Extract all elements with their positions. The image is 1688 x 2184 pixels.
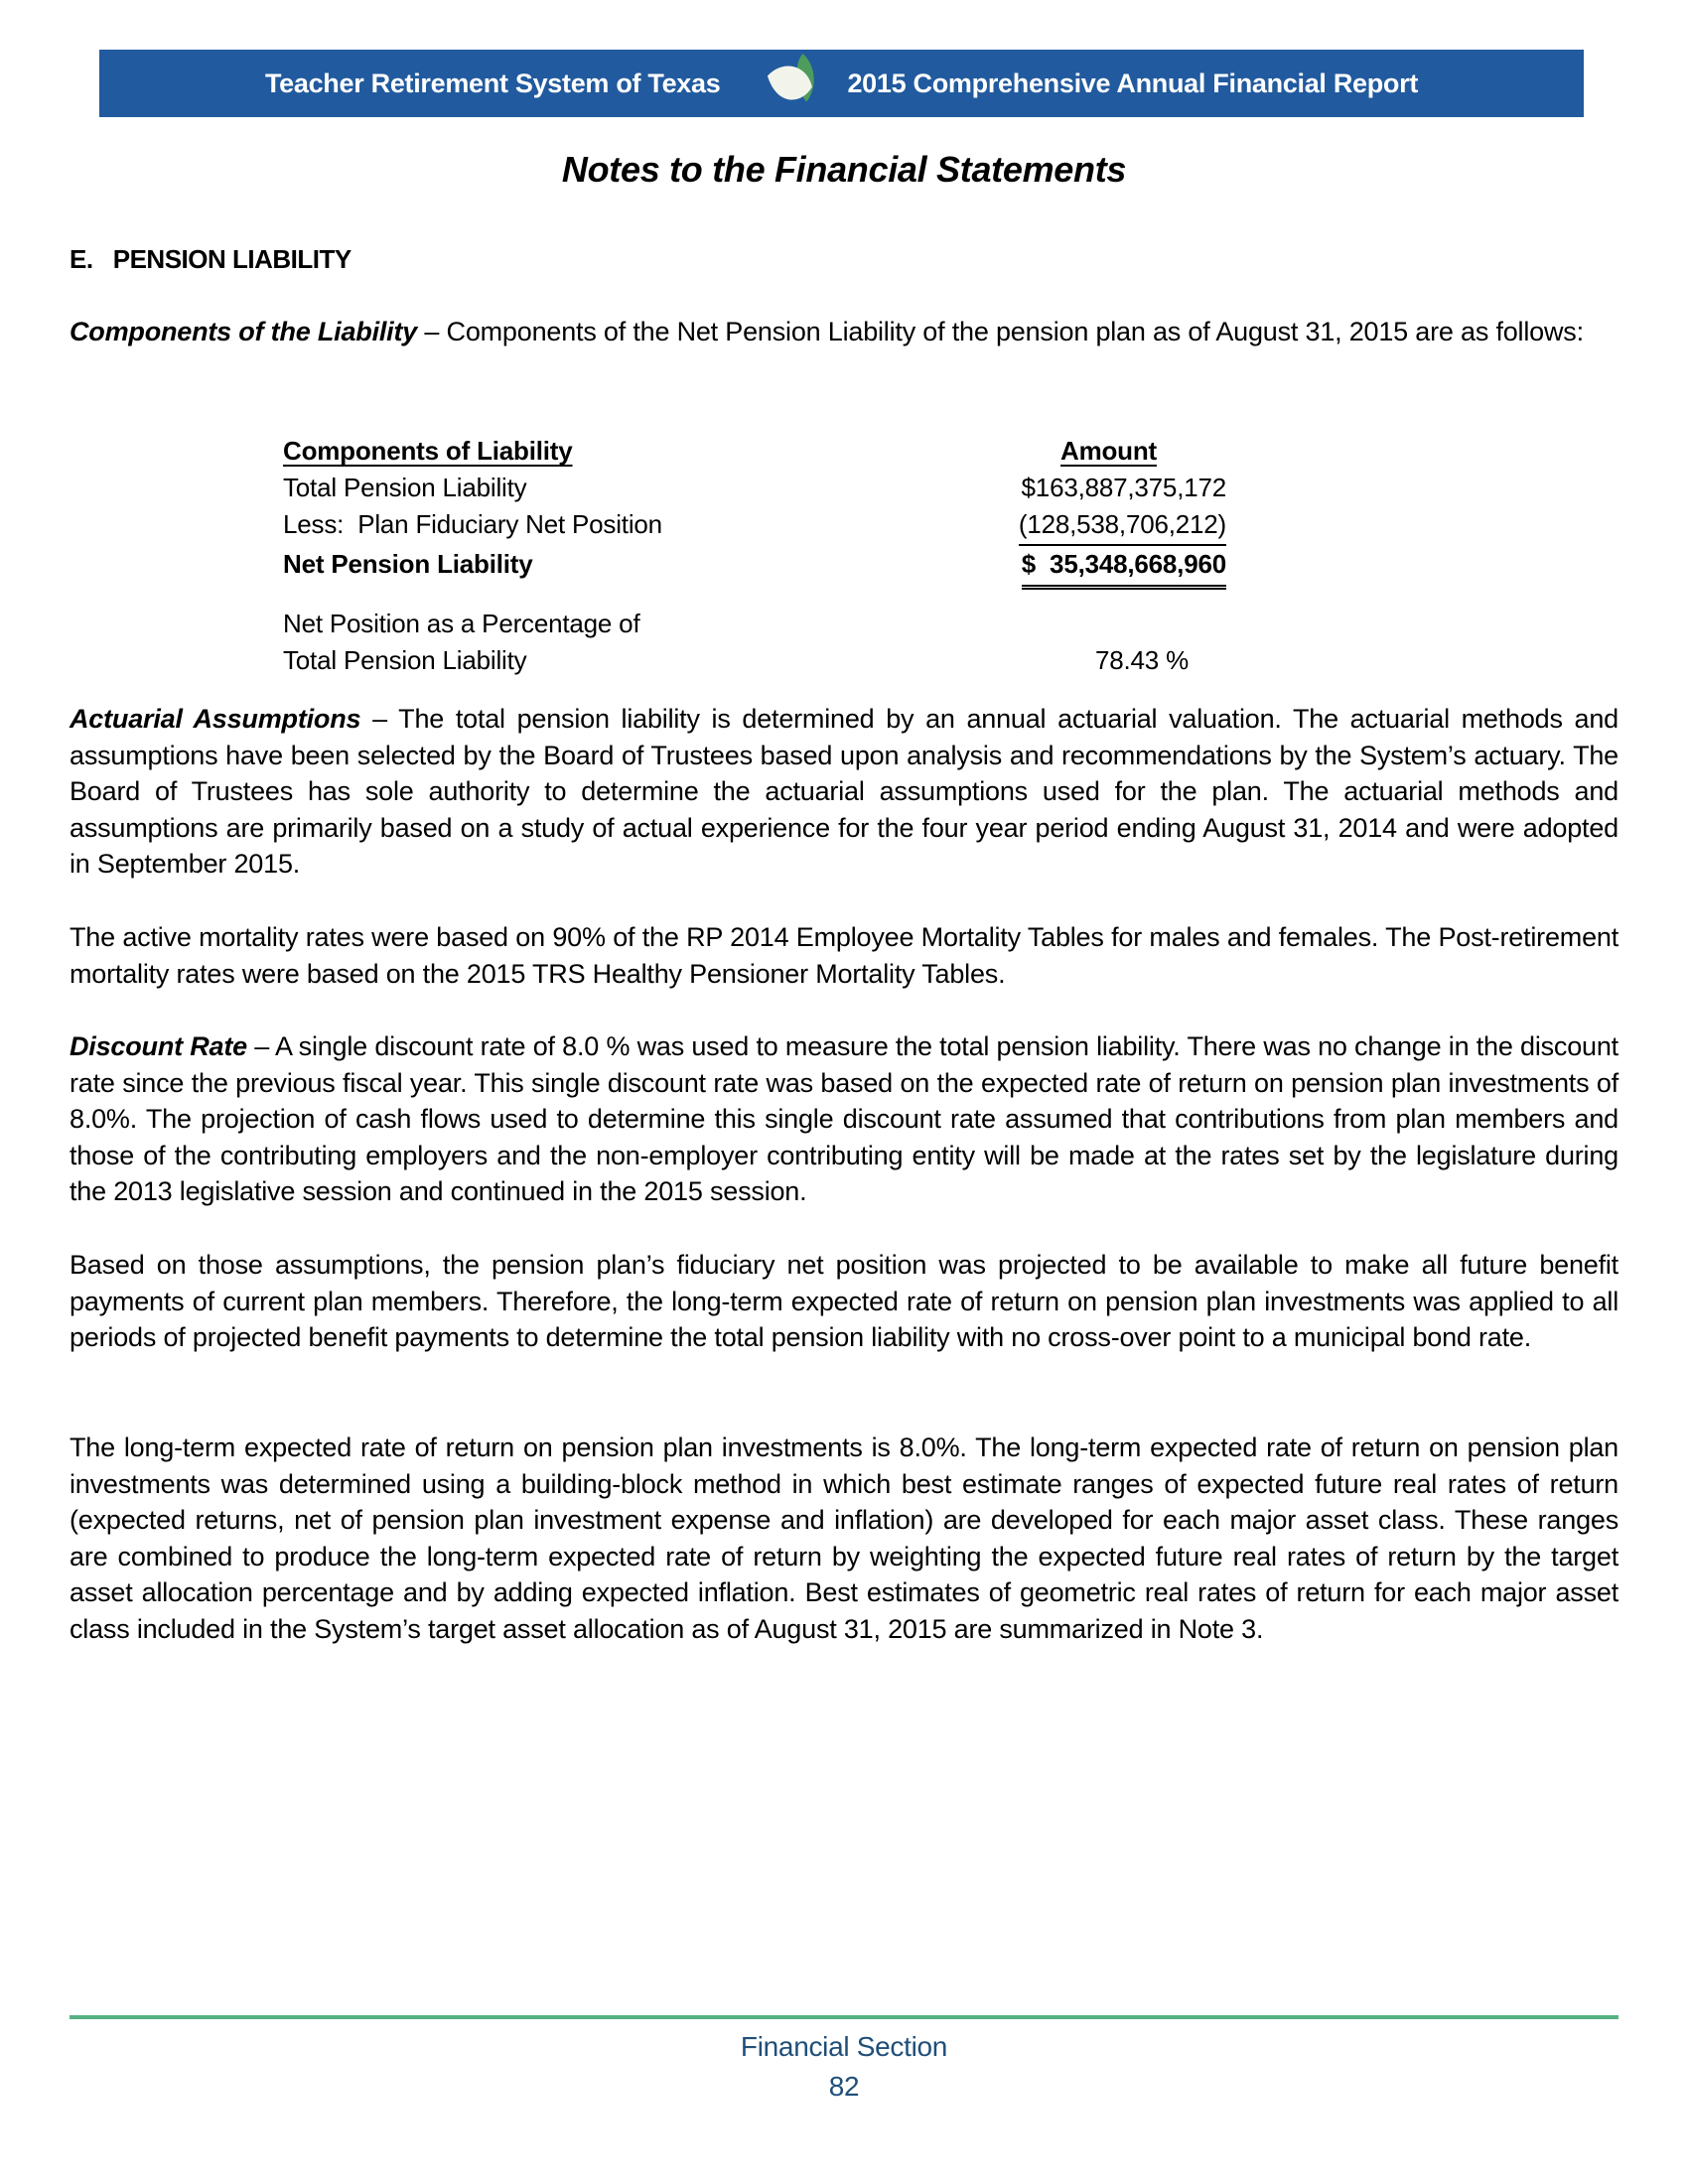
- discount-lead-in: Discount Rate: [70, 1031, 247, 1061]
- org-name: Teacher Retirement System of Texas: [264, 68, 721, 98]
- page-title: Notes to the Financial Statements: [561, 149, 1127, 190]
- row-amount-empty: [839, 606, 1226, 642]
- trs-leaf-logo-icon: [766, 54, 825, 111]
- footer-section-label: Financial Section: [740, 2031, 948, 2062]
- row-amount: (128,538,706,212): [839, 506, 1226, 546]
- table-row-total-pension-liability: [283, 470, 1226, 506]
- discount-body-text: – A single discount rate of 8.0 % was used to measure the total pension liability. There was no change in the discount rate since the previous fiscal year. This single discount rate was based on the expected rate of return on pension plan investments of 8.0%. The projection of cash flows used to determine this single discount rate assumed that contributions from plan members and those of the contributing employers and the non-employer contributing entity will be made at the rates set by the legislature during the 2013 legislative session and continued in the 2015 session.: [70, 1031, 1618, 1206]
- row-label: Total Pension Liability: [283, 645, 527, 675]
- footer-page-number: 82: [828, 2071, 860, 2102]
- row-label: Less: Plan Fiduciary Net Position: [283, 509, 662, 539]
- row-label: Net Position as a Percentage of: [283, 609, 640, 638]
- table-row-net-position-percentage-line2: [283, 642, 1226, 679]
- row-amount: $ 35,348,668,960: [839, 546, 1226, 590]
- components-lead-in: Components of the Liability: [70, 317, 418, 346]
- paragraph-long-term-expected-return: The long-term expected rate of return on pension plan investments is 8.0%. The long-term expected rate of return on pension plan investments was determined using a building-block method in which best estimate ranges of expected future real rates of return (expected returns, net of pension plan investment expense and inflation) are developed for each major asset class. These ranges are combined to produce the long-term expected rate of return by weighting the expected future real rates of return by the target asset allocation percentage and by adding expected inflation. Best estimates of geometric real rates of return for each major asset class included in the System’s target asset allocation as of August 31, 2015 are summarized in Note 3.: [70, 1433, 1618, 1644]
- paragraph-based-on-assumptions: Based on those assumptions, the pension plan’s fiduciary net position was projected to be available to make all future benefit payments of current plan members. Therefore, the long-term expected rate of return on pension plan investments was applied to all periods of projected benefit payments to determine the total pension liability with no cross-over point to a municipal bond rate.: [70, 1250, 1618, 1352]
- table-header-row: [283, 433, 1226, 470]
- actuarial-body-text: – The total pension liability is determined by an annual actuarial valuation. The actuarial methods and assumptions have been selected by the Board of Trustees based upon analysis and recommendations by the System’s actuary. The Board of Trustees has sole authority to determine the actuarial assumptions used for the plan. The actuarial methods and assumptions are primarily based on a study of actual experience for the four year period ending August 31, 2014 and were adopted in September 2015.: [70, 704, 1619, 879]
- table-row-net-pension-liability: [283, 546, 1226, 590]
- row-label: Total Pension Liability: [283, 473, 527, 502]
- section-heading: E. PENSION LIABILITY: [70, 244, 352, 274]
- paragraph-actuarial-assumptions: [70, 701, 1618, 883]
- column-header-components: Components of Liability: [283, 436, 573, 466]
- row-label: Net Pension Liability: [283, 549, 533, 579]
- paragraph-mortality-rates: The active mortality rates were based on 90% of the RP 2014 Employee Mortality Tables for males and females. The Post-retirement mortality rates were based on the 2015 TRS Healthy Pensioner Mortality Tables.: [70, 922, 1618, 989]
- liability-table: [283, 433, 1226, 679]
- paragraph-components-of-liability: [70, 314, 1618, 350]
- row-amount: $163,887,375,172: [1021, 473, 1226, 502]
- actuarial-lead-in: Actuarial Assumptions: [70, 704, 361, 734]
- column-header-amount: Amount: [1060, 436, 1157, 466]
- footer-divider-rule: [70, 2015, 1618, 2019]
- table-row-net-position-percentage-line1: [283, 606, 1226, 642]
- components-body-text: – Components of the Net Pension Liability of the pension plan as of August 31, 2015 are as follows:: [417, 317, 1584, 346]
- row-amount: 78.43 %: [1094, 645, 1189, 675]
- paragraph-discount-rate: [70, 1028, 1618, 1210]
- table-row-plan-fiduciary-net-position: [283, 506, 1226, 546]
- report-title: 2015 Comprehensive Annual Financial Report: [847, 68, 1419, 98]
- table-spacer: [283, 590, 1226, 606]
- header-banner: [99, 50, 1584, 117]
